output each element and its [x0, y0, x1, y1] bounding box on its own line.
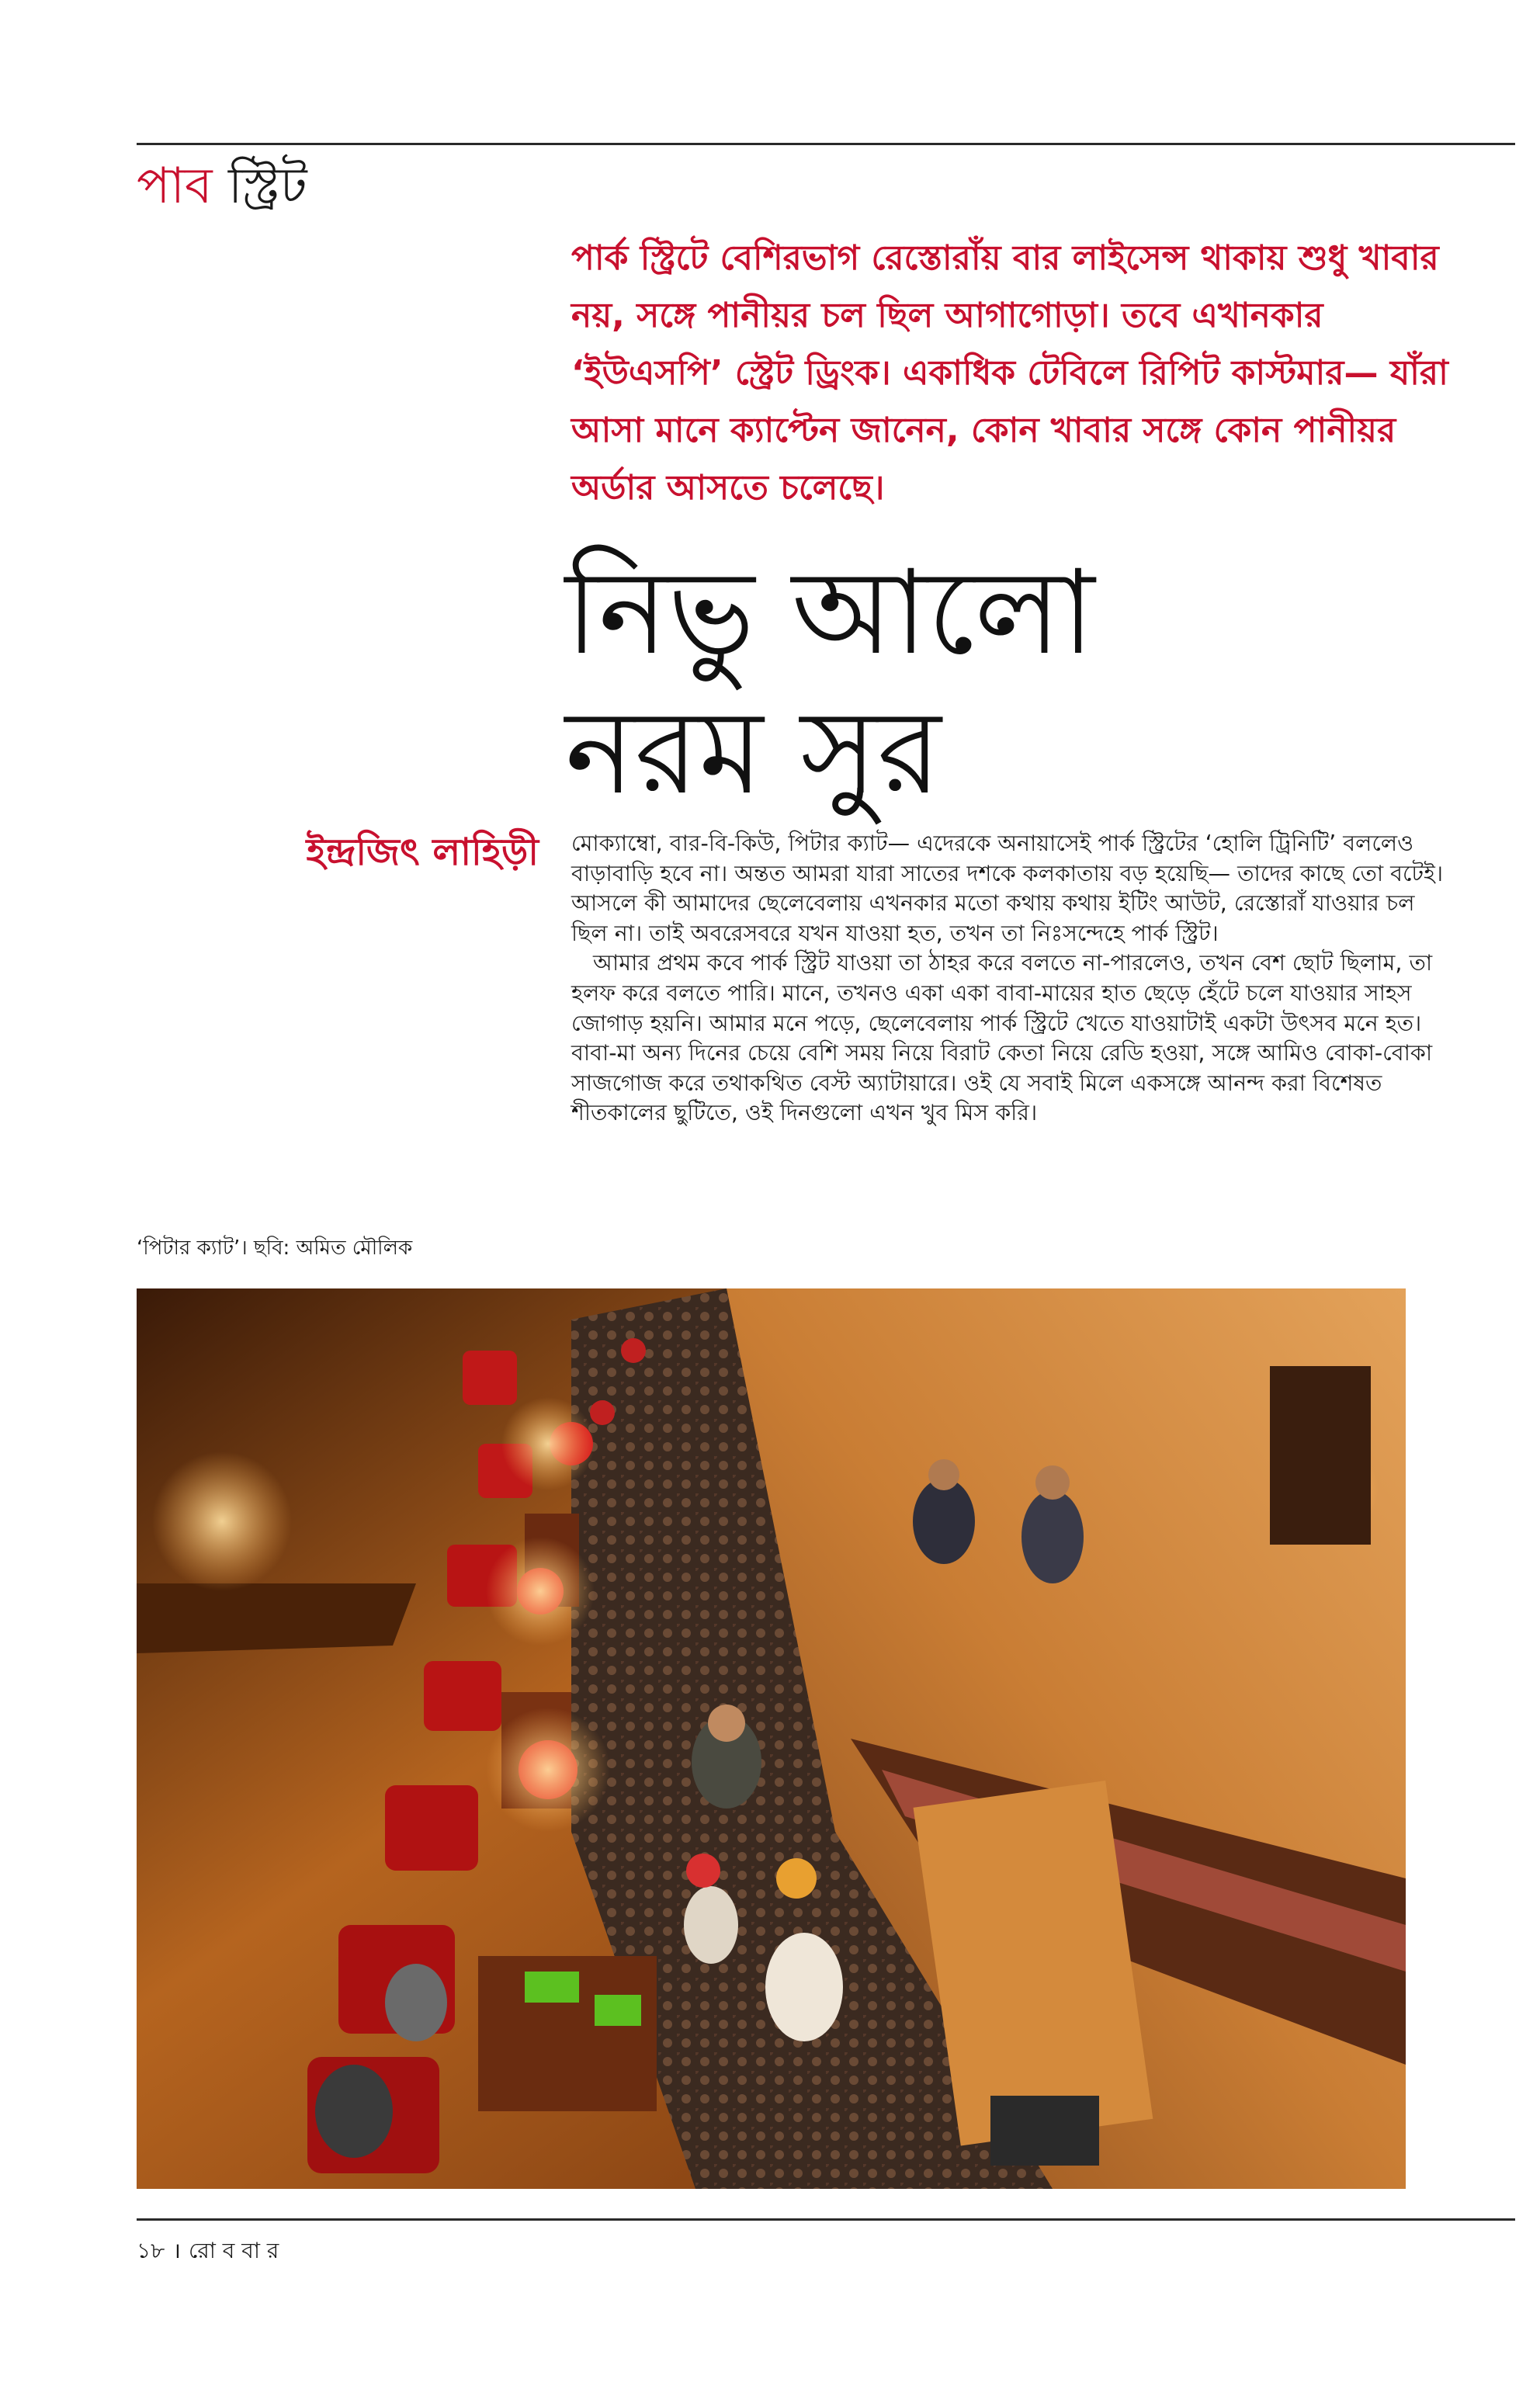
page-footer — [137, 2237, 279, 2265]
bottom-rule — [137, 2218, 1515, 2221]
page-number: ১৮ — [137, 2238, 165, 2263]
article-paragraph: মোক্যাম্বো, বার-বি-কিউ, পিটার ক্যাট— এদেরকে অনায়াসেই পার্ক স্ট্রিটের ‘হোলি ট্রিনিটি’ বললেও বাড়াবাড়ি হবে না। অন্তত আমরা যারা সাতের দশকে কলকাতায় বড় হয়েছি— তাদের কাছে তো বটেই। আসলে কী আমাদের ছেলেবেলায় এখনকার মতো কথায় কথায় ইটিং আউট, রেস্তোরাঁ যাওয়ার চল ছিল না। তাই অবরেসবরে যখন যাওয়া হত, তখন তা নিঃসন্দেহে পার্ক স্ট্রিট। — [571, 831, 1444, 946]
section-label — [137, 155, 307, 217]
restaurant-interior-illustration — [137, 1288, 1406, 2189]
restaurant-photo — [137, 1288, 1406, 2189]
top-rule — [137, 143, 1515, 145]
headline — [565, 543, 1497, 823]
byline: ইন্দ্রজিৎ লাহিড়ী — [306, 831, 539, 874]
footer-separator: । — [172, 2238, 181, 2263]
headline-line-1: নিভু আলো — [565, 546, 1095, 681]
section-label-part2: স্ট্রিট — [227, 158, 307, 215]
photo-caption: ‘পিটার ক্যাট’। ছবি: অমিত মৌলিক — [137, 1236, 413, 1260]
publication-name: রো ব বা র — [188, 2238, 279, 2263]
section-label-part1: পাব — [137, 158, 213, 215]
headline-line-2: নরম সুর — [565, 685, 942, 820]
article-body — [571, 829, 1448, 1129]
article-paragraph: আমার প্রথম কবে পার্ক স্ট্রিট যাওয়া তা ঠাহর করে বলতে না-পারলেও, তখন বেশ ছোট ছিলাম, তা হলফ করে বলতে পারি। মানে, তখনও একা একা বাবা-মায়ের হাত ছেড়ে হেঁটে চলে যাওয়ার সাহস জোগাড় হয়নি। আমার মনে পড়ে, ছেলেবেলায় পার্ক স্ট্রিটে খেতে যাওয়াটাই একটা উৎসব মনে হত। বাবা-মা অন্য দিনের চেয়ে বেশি সময় নিয়ে বিরাট কেতা নিয়ে রেডি হওয়া, সঙ্গে আমিও বোকা-বোকা সাজগোজ করে তথাকথিত বেস্ট অ্যাটায়ারে। ওই যে সবাই মিলে একসঙ্গে আনন্দ করা বিশেষত শীতকালের ছুটিতে, ওই দিনগুলো এখন খুব মিস করি। — [571, 950, 1433, 1126]
standfirst: পার্ক স্ট্রিটে বেশিরভাগ রেস্তোরাঁয় বার লাইসেন্স থাকায় শুধু খাবার নয়, সঙ্গে পানীয়র চল ছিল আগাগোড়া। তবে এখানকার ‘ইউএসপি’ স্ট্রেট ড্রিংক। একাধিক টেবিলে রিপিট কাস্টমার— যাঁরা আসা মানে ক্যাপ্টেন জানেন, কোন খাবার সঙ্গে কোন পানীয়র অর্ডার আসতে চলেছে। — [571, 238, 1448, 508]
